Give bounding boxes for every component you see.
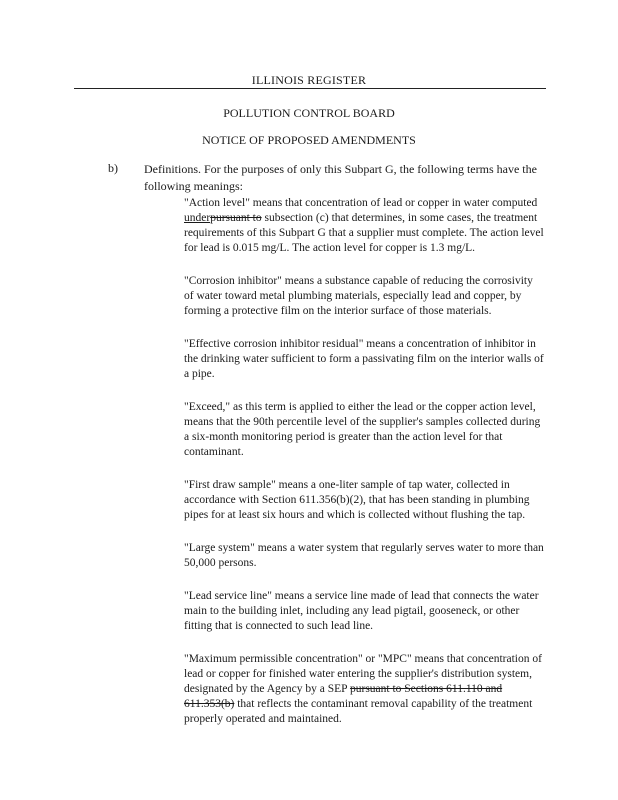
subsection-label: b) [108,161,118,175]
notice-title: NOTICE OF PROPOSED AMENDMENTS [202,133,416,147]
board-title: POLLUTION CONTROL BOARD [223,106,395,120]
definition-first-draw-sample: "First draw sample" means a one-liter sample of tap water, collected in accordance with Section 611.356(b)(2), that has been standing in plumbing pipes for at least six hours and which is collected without flushing the tap. [184,479,530,521]
definition-maximum-permissible-concentration [184,652,544,727]
deleted-text: pursuant to Sections 611.110 and 611.353(b) [184,683,503,710]
definition-action-level [184,196,544,256]
definition-text: "Action level" means that concentration of lead or copper in water computed [184,197,538,209]
definition-exceed: "Exceed," as this term is applied to either the lead or the copper action level, means that the 90th percentile level of the supplier's samples collected during a six-month monitoring period is greater than the action level for that contaminant. [184,401,541,458]
deleted-text: pursuant to [210,212,262,224]
definition-corrosion-inhibitor: "Corrosion inhibitor" means a substance capable of reducing the corrosivity of water toward metal plumbing materials, especially lead and copper, by forming a protective film on the interior surface of those materials. [184,275,533,317]
definition-text: "Maximum permissible concentration" or "MPC" means that concentration of lead or copper for finished water entering the supplier's distribution system, designated by the Agency by a SEP [184,653,542,695]
register-title: ILLINOIS REGISTER [251,73,367,87]
definitions-list [184,196,544,745]
definition-text: that reflects the contaminant removal capability of the treatment properly operated and maintained. [184,698,533,725]
inserted-text: under [184,212,211,224]
subsection-intro: Definitions. For the purposes of only this Subpart G, the following terms have the following meanings: [144,162,537,193]
definition-text: subsection (c) that determines, in some cases, the treatment requirements of this Subpart G that a supplier must complete. The action level for lead is 0.015 mg/L. The action level for copper is 1.3 mg/L. [184,212,544,254]
definition-lead-service-line: "Lead service line" means a service line made of lead that connects the water main to the building inlet, including any lead pigtail, gooseneck, or other fitting that is connected to such lead line. [184,590,539,632]
definition-large-system: "Large system" means a water system that regularly serves water to more than 50,000 persons. [184,542,544,569]
header-rule [74,88,546,89]
definition-effective-corrosion-inhibitor-residual: "Effective corrosion inhibitor residual" means a concentration of inhibitor in the drinking water sufficient to form a passivating film on the interior walls of a pipe. [184,338,544,380]
